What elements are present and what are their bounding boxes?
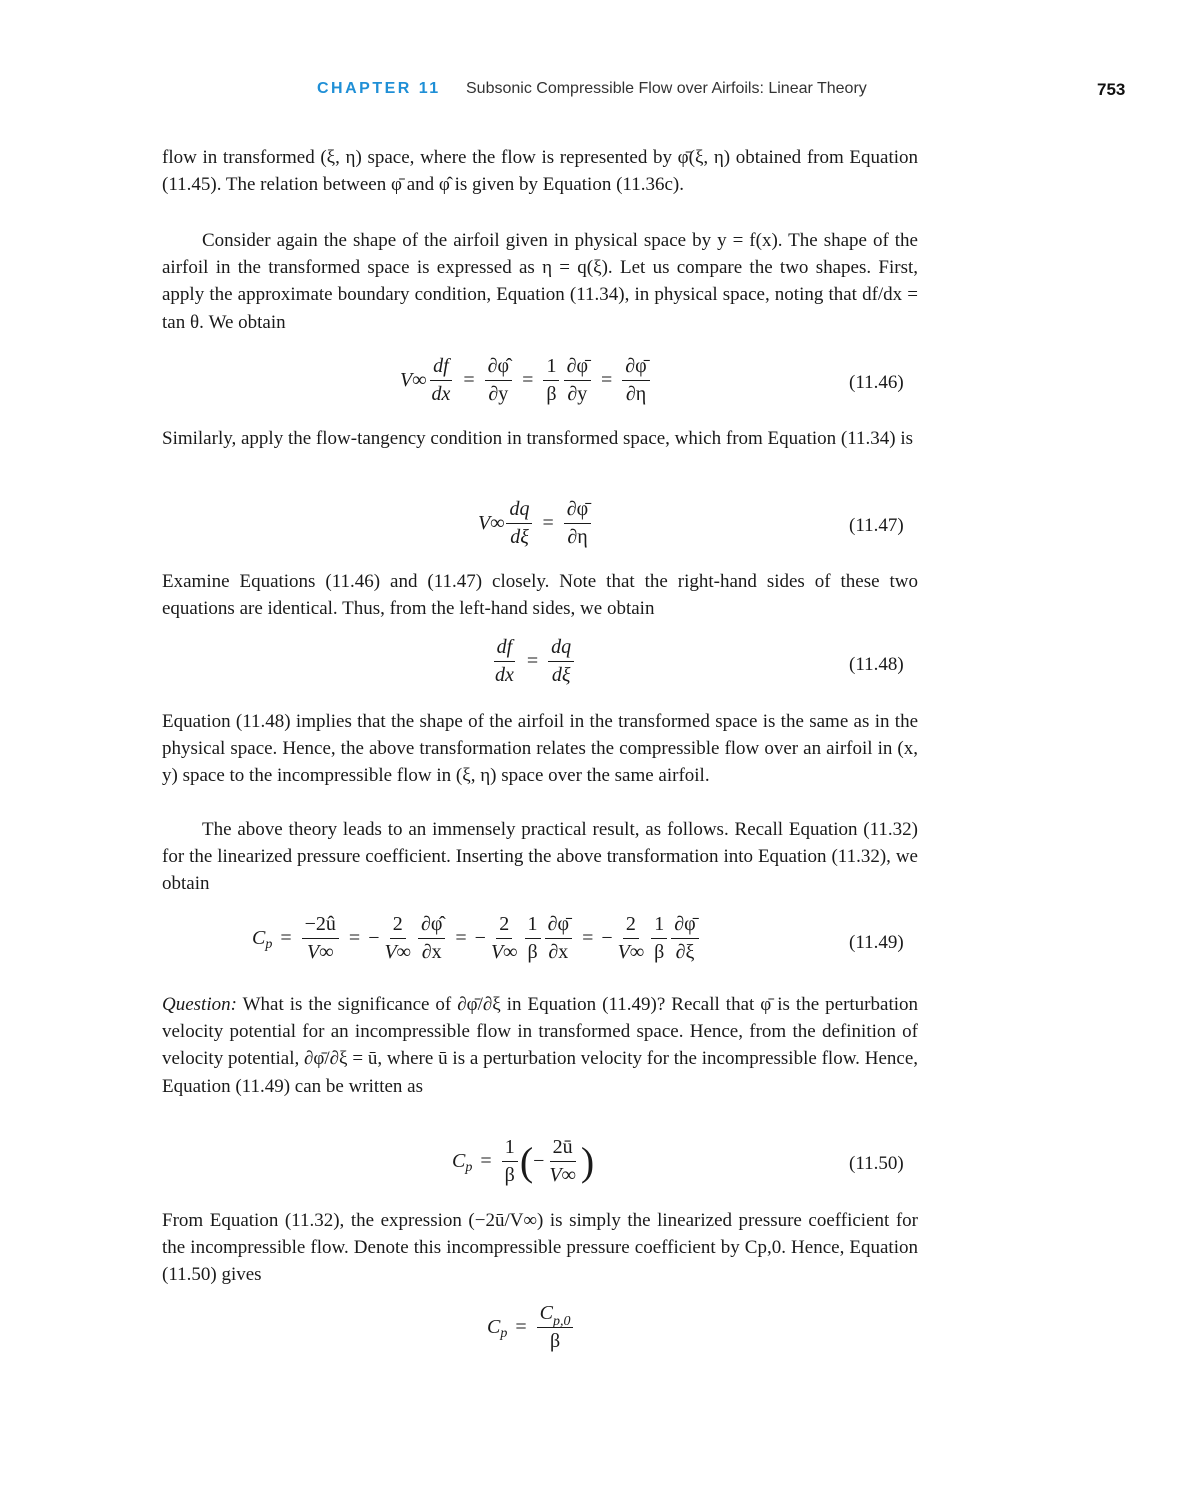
equation-cp-prandtl-glauert: C p = $\frac{C_{p,0}}{\beta}$ (487, 1302, 575, 1353)
paragraph-3: Similarly, apply the flow-tangency condition in transformed space, which from Equation (11.34) is (162, 428, 914, 449)
paragraph-4: Examine Equations (11.46) and (11.47) closely. Note that the right-hand sides of these two equations are identical. Thus, from the left-hand sides, we obtain (162, 571, 918, 620)
equation-number-11-46: (11.46) (849, 372, 904, 393)
equation-11-48: $\frac{df}{dx}$ = $\frac{dq}{d\xi}$ (490, 636, 576, 687)
equation-number-11-47: (11.47) (849, 515, 904, 536)
paragraph-2: Consider again the shape of the airfoil given in physical space by y = f(x). The shape of the airfoil in the transformed space is expressed as η = q(ξ). Let us compare the two shapes. First, apply the approximate boundary condition, Equation (11.34), in physical space, noting that df/dx = tan θ. We obtain (162, 230, 918, 333)
chapter-title: Subsonic Compressible Flow over Airfoils: Linear Theory (466, 80, 867, 97)
equation-11-50: C p = $\frac{1}{\beta}$ ( − $\frac{2ū}{V\infty}$ ) (452, 1136, 595, 1186)
equation-11-49: C p = $\frac{-2û}{V\infty}$ = − $\frac{2}{V\infty}$ $\frac{\partial\varphî}{\partial x}$ = − $\frac{2}{V\infty}$ $\frac{1}{\beta}$ $\frac{\partial\varphī}{\partial x}$ = − $\frac{2}{V\infty}$ $\frac{1}{\beta}$ $\frac{\partial\varphī}{\partial\xi}$ (252, 913, 701, 964)
equation-number-11-49: (11.49) (849, 932, 904, 953)
question-label: Question: (162, 994, 237, 1015)
equation-number-11-48: (11.48) (849, 654, 904, 675)
paragraph-6: The above theory leads to an immensely practical result, as follows. Recall Equation (11.32) for the linearized pressure coefficient. Inserting the above transformation into Equation (11.32), we obtain (162, 819, 918, 895)
paragraph-7: Question: What is the significance of ∂φ̄/∂ξ in Equation (11.49)? Recall that φ̄ is the perturbation velocity potential for an incompressible flow in transformed space. Hence, from the definition of velocity potential, ∂φ̄/∂ξ = ū, where ū is a perturbation velocity for the incompressible flow. Hence, Equation (11.49) can be written as (162, 994, 918, 1097)
equation-11-47: V∞ $\frac{dq}{d\xi}$ = $\frac{\partial\varphī}{\partial\eta}$ (478, 498, 593, 549)
paragraph-8: From Equation (11.32), the expression (−2ū/V∞) is simply the linearized pressure coefficient for the incompressible flow. Denote this incompressible pressure coefficient by Cp,0. Hence, Equation (11.50) gives (162, 1210, 918, 1286)
page-number: 753 (1097, 80, 1126, 99)
chapter-label: CHAPTER 11 (317, 80, 441, 97)
paragraph-1: flow in transformed (ξ, η) space, where the flow is represented by φ̄(ξ, η) obtained from Equation (11.45). The relation between φ̄ and φ̂ is given by Equation (11.36c). (162, 147, 918, 196)
equation-number-11-50: (11.50) (849, 1153, 904, 1174)
equation-11-46: V∞ $\frac{df}{dx}$ = $\frac{\partial\varphî}{\partial y}$ = $\frac{1}{\beta}$ $\frac{\partial\varphī}{\partial y}$ = $\frac{\partial\varphī}{\partial\eta}$ (400, 355, 652, 406)
paragraph-5: Equation (11.48) implies that the shape of the airfoil in the transformed space is the same as in the physical space. Hence, the above transformation relates the compressible flow over an airfoil in (x, y) space to the incompressible flow in (ξ, η) space over the same airfoil. (162, 711, 918, 787)
